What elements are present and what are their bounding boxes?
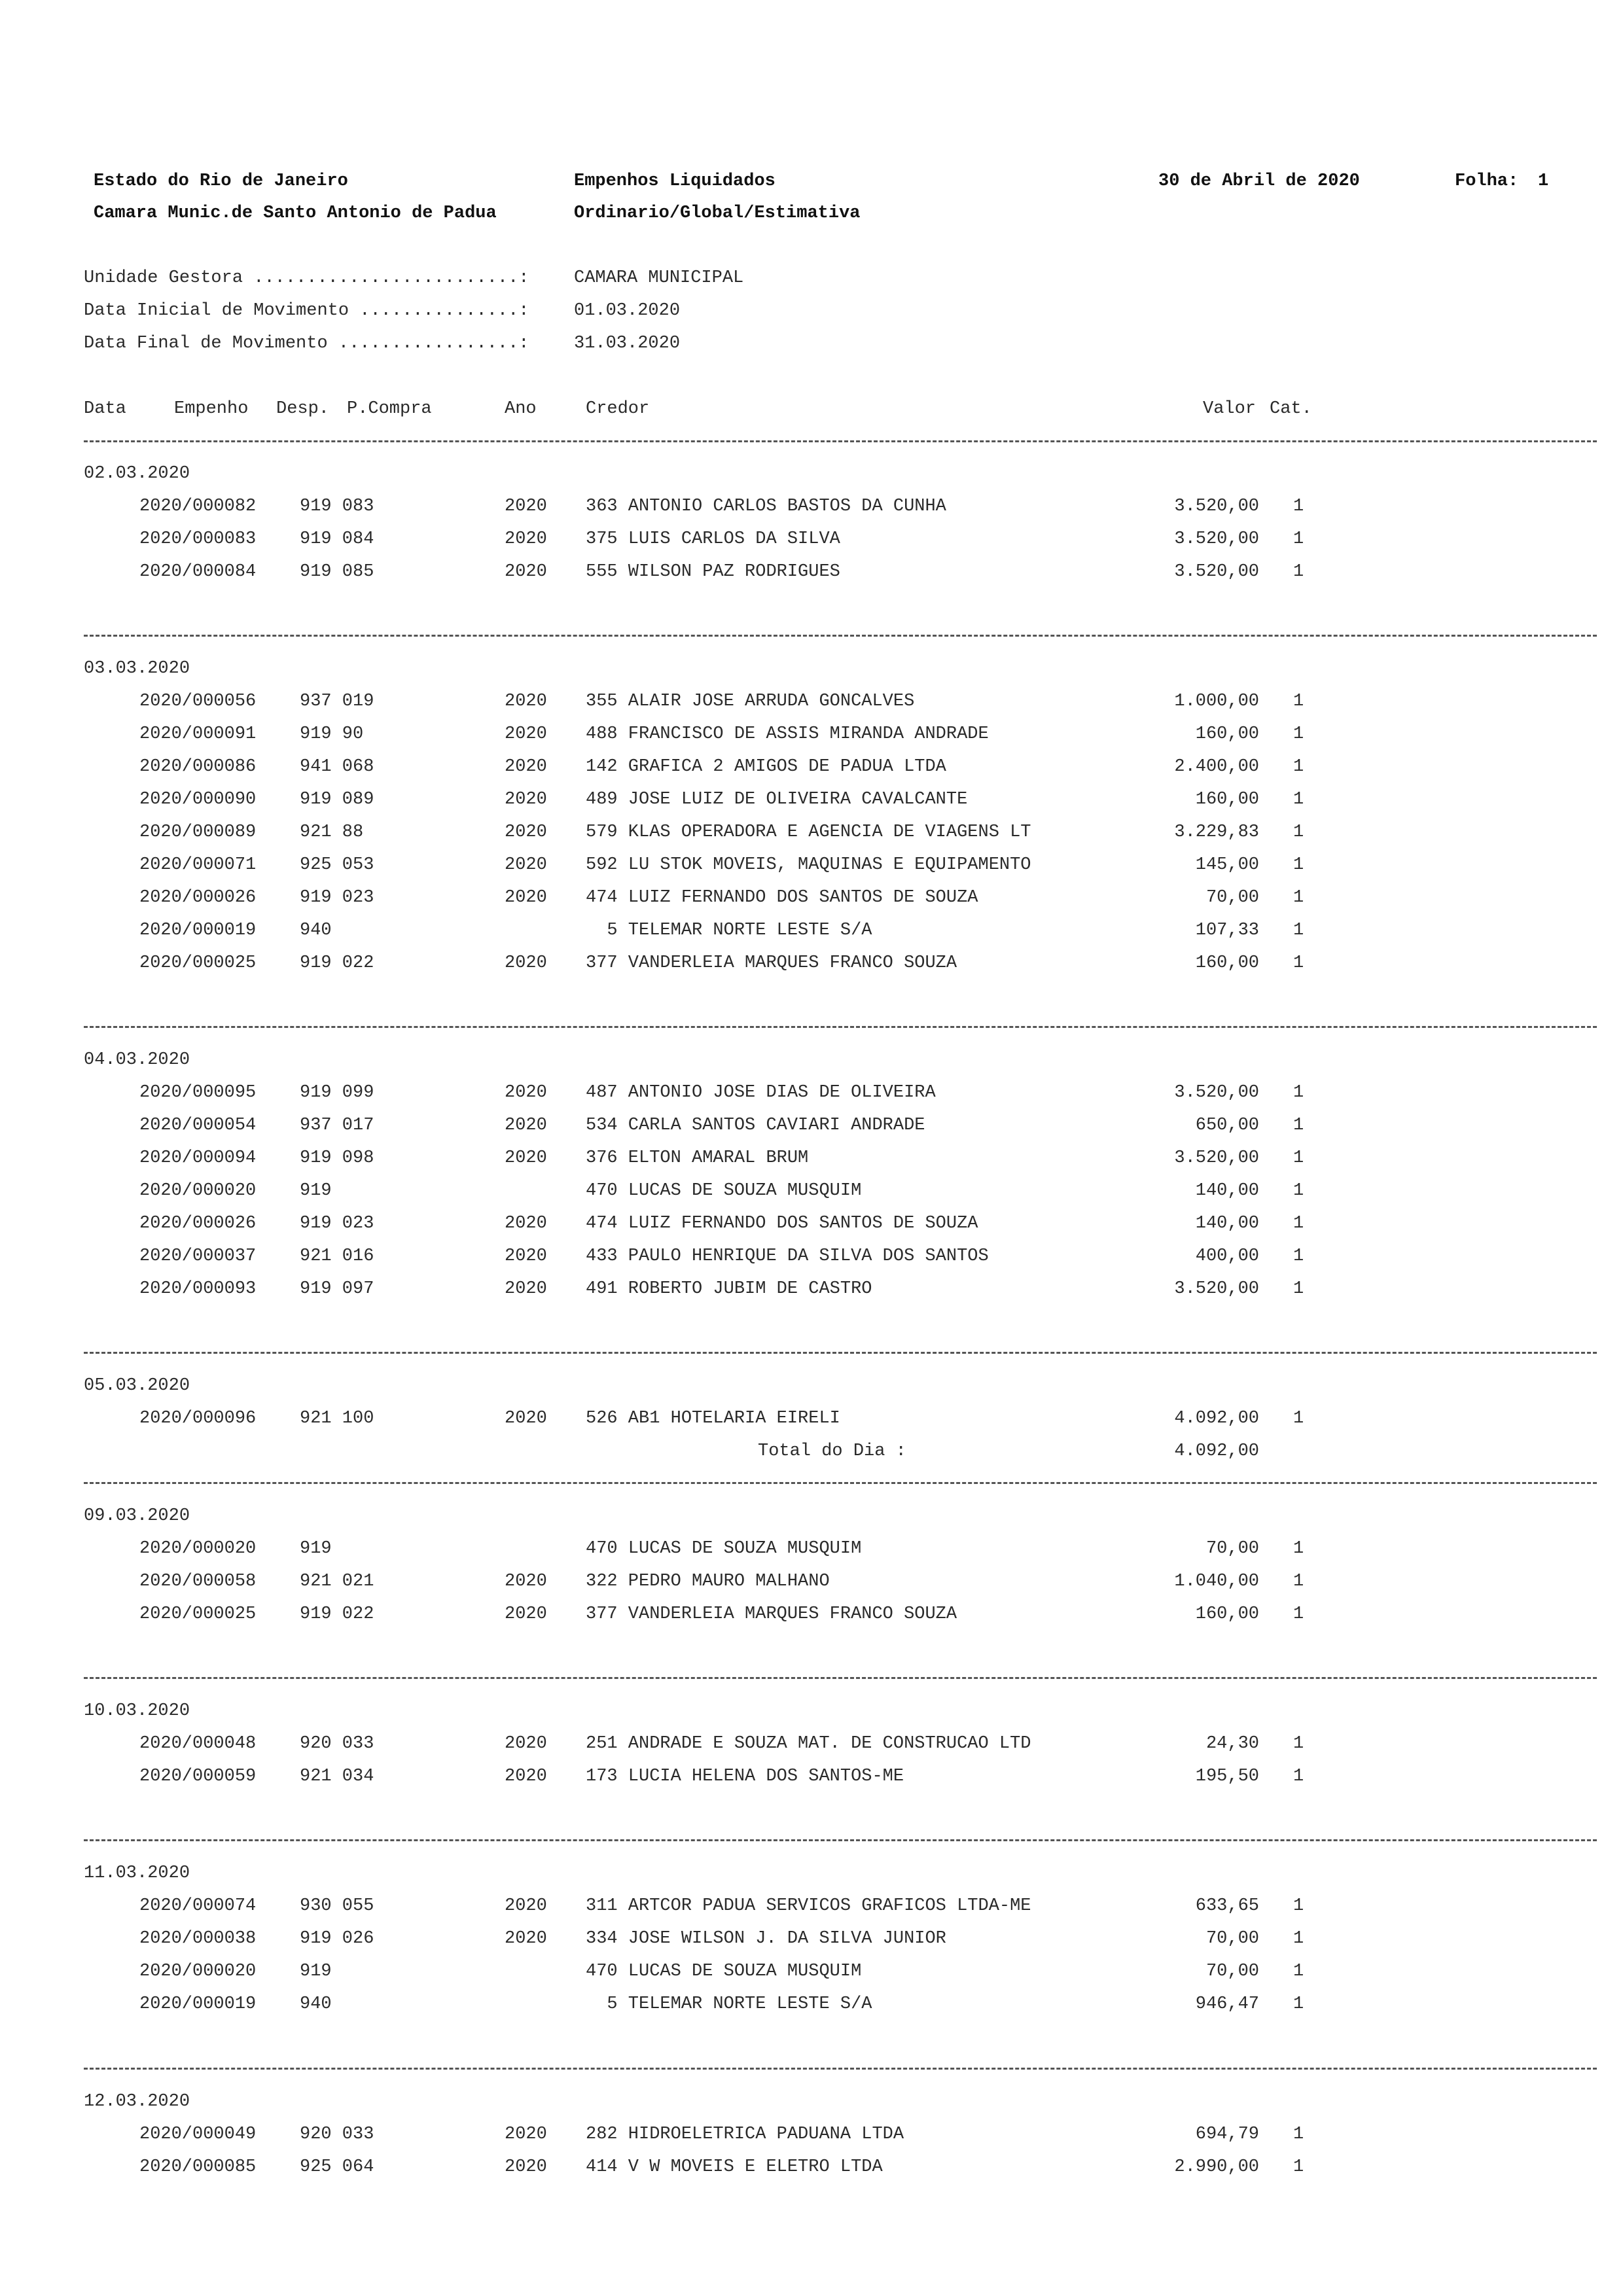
info-label-unidade: Unidade Gestora .........................: bbox=[84, 268, 529, 288]
row-desp: 920 033 bbox=[300, 1734, 374, 1754]
group-date: 10.03.2020 bbox=[84, 1701, 190, 1721]
row-credor: 487 ANTONIO JOSE DIAS DE OLIVEIRA bbox=[586, 1083, 936, 1103]
report-date: 30 de Abril de 2020 bbox=[1158, 171, 1360, 191]
header-institution: Camara Munic.de Santo Antonio de Padua bbox=[94, 203, 497, 223]
group-date: 02.03.2020 bbox=[84, 464, 190, 484]
row-credor: 470 LUCAS DE SOUZA MUSQUIM bbox=[586, 1962, 862, 1981]
row-cat: 1 bbox=[1293, 757, 1304, 777]
col-header-credor: Credor bbox=[586, 399, 650, 419]
row-desp: 921 100 bbox=[300, 1409, 374, 1428]
row-credor: 355 ALAIR JOSE ARRUDA GONCALVES bbox=[586, 692, 915, 711]
row-ano: 2020 bbox=[505, 953, 547, 973]
row-credor: 375 LUIS CARLOS DA SILVA bbox=[586, 529, 840, 549]
row-desp: 919 023 bbox=[300, 888, 374, 908]
row-cat: 1 bbox=[1293, 497, 1304, 516]
col-header-pcompra: P.Compra bbox=[347, 399, 432, 419]
row-valor: 70,00 bbox=[1205, 1539, 1259, 1559]
row-cat: 1 bbox=[1293, 1734, 1304, 1754]
row-desp: 941 068 bbox=[300, 757, 374, 777]
row-credor: 491 ROBERTO JUBIM DE CASTRO bbox=[586, 1279, 872, 1299]
row-credor: 534 CARLA SANTOS CAVIARI ANDRADE bbox=[586, 1116, 925, 1135]
folha-label: Folha: bbox=[1455, 171, 1519, 191]
group-date: 05.03.2020 bbox=[84, 1376, 190, 1396]
row-ano: 2020 bbox=[505, 2125, 547, 2144]
total-day-label: Total do Dia : bbox=[758, 1441, 906, 1461]
info-value-data-final: 31.03.2020 bbox=[574, 334, 681, 353]
row-desp: 919 90 bbox=[300, 724, 364, 744]
row-valor: 140,00 bbox=[1195, 1214, 1259, 1233]
row-ano: 2020 bbox=[505, 692, 547, 711]
report-title: Empenhos Liquidados bbox=[574, 171, 776, 191]
row-cat: 1 bbox=[1293, 724, 1304, 744]
row-cat: 1 bbox=[1293, 1246, 1304, 1266]
row-empenho: 2020/000025 bbox=[139, 1604, 257, 1624]
row-ano: 2020 bbox=[505, 1214, 547, 1233]
row-valor: 3.229,83 bbox=[1174, 822, 1259, 842]
row-empenho: 2020/000089 bbox=[139, 822, 257, 842]
info-value-unidade: CAMARA MUNICIPAL bbox=[574, 268, 744, 288]
col-header-empenho: Empenho bbox=[174, 399, 249, 419]
row-empenho: 2020/000095 bbox=[139, 1083, 257, 1103]
row-credor: 592 LU STOK MOVEIS, MAQUINAS E EQUIPAMENTO bbox=[586, 855, 1031, 875]
row-desp: 925 053 bbox=[300, 855, 374, 875]
row-ano: 2020 bbox=[505, 1279, 547, 1299]
total-day-value: 4.092,00 bbox=[1174, 1441, 1259, 1461]
separator-line bbox=[84, 1482, 1597, 1484]
separator-line bbox=[84, 440, 1597, 442]
row-valor: 145,00 bbox=[1195, 855, 1259, 875]
row-ano: 2020 bbox=[505, 888, 547, 908]
row-empenho: 2020/000083 bbox=[139, 529, 257, 549]
separator-line bbox=[84, 1352, 1597, 1354]
row-desp: 919 bbox=[300, 1181, 332, 1201]
row-cat: 1 bbox=[1293, 1572, 1304, 1591]
row-ano: 2020 bbox=[505, 822, 547, 842]
row-cat: 1 bbox=[1293, 790, 1304, 809]
group-date: 09.03.2020 bbox=[84, 1506, 190, 1526]
row-credor: 579 KLAS OPERADORA E AGENCIA DE VIAGENS LT bbox=[586, 822, 1031, 842]
row-empenho: 2020/000025 bbox=[139, 953, 257, 973]
row-credor: 334 JOSE WILSON J. DA SILVA JUNIOR bbox=[586, 1929, 946, 1949]
row-credor: 433 PAULO HENRIQUE DA SILVA DOS SANTOS bbox=[586, 1246, 989, 1266]
row-cat: 1 bbox=[1293, 1181, 1304, 1201]
row-cat: 1 bbox=[1293, 1604, 1304, 1624]
row-desp: 919 bbox=[300, 1539, 332, 1559]
info-value-data-inicial: 01.03.2020 bbox=[574, 301, 681, 321]
row-desp: 919 089 bbox=[300, 790, 374, 809]
row-empenho: 2020/000093 bbox=[139, 1279, 257, 1299]
row-empenho: 2020/000054 bbox=[139, 1116, 257, 1135]
row-empenho: 2020/000085 bbox=[139, 2157, 257, 2177]
row-credor: 526 AB1 HOTELARIA EIRELI bbox=[586, 1409, 840, 1428]
row-valor: 3.520,00 bbox=[1174, 1083, 1259, 1103]
row-valor: 946,47 bbox=[1195, 1994, 1259, 2014]
row-ano: 2020 bbox=[505, 1604, 547, 1624]
row-empenho: 2020/000082 bbox=[139, 497, 257, 516]
col-header-data: Data bbox=[84, 399, 126, 419]
col-header-cat: Cat. bbox=[1270, 399, 1312, 419]
row-desp: 919 023 bbox=[300, 1214, 374, 1233]
row-credor: 470 LUCAS DE SOUZA MUSQUIM bbox=[586, 1539, 862, 1559]
row-empenho: 2020/000091 bbox=[139, 724, 257, 744]
row-credor: 474 LUIZ FERNANDO DOS SANTOS DE SOUZA bbox=[586, 888, 978, 908]
separator-line bbox=[84, 2068, 1597, 2070]
row-valor: 2.400,00 bbox=[1174, 757, 1259, 777]
row-ano: 2020 bbox=[505, 1116, 547, 1135]
row-empenho: 2020/000090 bbox=[139, 790, 257, 809]
row-empenho: 2020/000059 bbox=[139, 1767, 257, 1786]
row-credor: 311 ARTCOR PADUA SERVICOS GRAFICOS LTDA-ME bbox=[586, 1896, 1031, 1916]
row-valor: 4.092,00 bbox=[1174, 1409, 1259, 1428]
row-desp: 919 bbox=[300, 1962, 332, 1981]
row-desp: 919 098 bbox=[300, 1148, 374, 1168]
row-credor: 173 LUCIA HELENA DOS SANTOS-ME bbox=[586, 1767, 904, 1786]
row-empenho: 2020/000096 bbox=[139, 1409, 257, 1428]
row-valor: 195,50 bbox=[1195, 1767, 1259, 1786]
row-cat: 1 bbox=[1293, 2157, 1304, 2177]
row-desp: 919 099 bbox=[300, 1083, 374, 1103]
row-ano: 2020 bbox=[505, 790, 547, 809]
row-cat: 1 bbox=[1293, 1148, 1304, 1168]
header-state: Estado do Rio de Janeiro bbox=[94, 171, 348, 191]
row-valor: 160,00 bbox=[1195, 953, 1259, 973]
row-valor: 1.040,00 bbox=[1174, 1572, 1259, 1591]
row-empenho: 2020/000086 bbox=[139, 757, 257, 777]
row-desp: 919 097 bbox=[300, 1279, 374, 1299]
row-empenho: 2020/000019 bbox=[139, 1994, 257, 2014]
row-credor: 282 HIDROELETRICA PADUANA LTDA bbox=[586, 2125, 904, 2144]
col-header-ano: Ano bbox=[505, 399, 537, 419]
row-credor: 363 ANTONIO CARLOS BASTOS DA CUNHA bbox=[586, 497, 946, 516]
row-valor: 1.000,00 bbox=[1174, 692, 1259, 711]
row-empenho: 2020/000026 bbox=[139, 888, 257, 908]
separator-line bbox=[84, 1677, 1597, 1679]
row-empenho: 2020/000094 bbox=[139, 1148, 257, 1168]
separator-line bbox=[84, 635, 1597, 637]
row-empenho: 2020/000037 bbox=[139, 1246, 257, 1266]
row-cat: 1 bbox=[1293, 529, 1304, 549]
row-ano: 2020 bbox=[505, 497, 547, 516]
row-desp: 937 019 bbox=[300, 692, 374, 711]
row-empenho: 2020/000020 bbox=[139, 1181, 257, 1201]
info-label-data-final: Data Final de Movimento .................: bbox=[84, 334, 529, 353]
row-valor: 160,00 bbox=[1195, 724, 1259, 744]
row-ano: 2020 bbox=[505, 1572, 547, 1591]
row-desp: 919 022 bbox=[300, 953, 374, 973]
report-subtitle: Ordinario/Global/Estimativa bbox=[574, 203, 861, 223]
row-credor: 5 TELEMAR NORTE LESTE S/A bbox=[586, 921, 872, 940]
row-cat: 1 bbox=[1293, 1896, 1304, 1916]
row-cat: 1 bbox=[1293, 1767, 1304, 1786]
folha-value: 1 bbox=[1538, 171, 1549, 191]
col-header-desp: Desp. bbox=[276, 399, 330, 419]
row-empenho: 2020/000026 bbox=[139, 1214, 257, 1233]
row-cat: 1 bbox=[1293, 692, 1304, 711]
row-credor: 488 FRANCISCO DE ASSIS MIRANDA ANDRADE bbox=[586, 724, 989, 744]
row-ano: 2020 bbox=[505, 1246, 547, 1266]
row-valor: 140,00 bbox=[1195, 1181, 1259, 1201]
row-cat: 1 bbox=[1293, 1409, 1304, 1428]
row-cat: 1 bbox=[1293, 2125, 1304, 2144]
row-desp: 921 021 bbox=[300, 1572, 374, 1591]
row-desp: 919 083 bbox=[300, 497, 374, 516]
row-valor: 400,00 bbox=[1195, 1246, 1259, 1266]
row-desp: 937 017 bbox=[300, 1116, 374, 1135]
row-valor: 3.520,00 bbox=[1174, 529, 1259, 549]
row-ano: 2020 bbox=[505, 1929, 547, 1949]
row-empenho: 2020/000048 bbox=[139, 1734, 257, 1754]
row-credor: 414 V W MOVEIS E ELETRO LTDA bbox=[586, 2157, 883, 2177]
row-valor: 650,00 bbox=[1195, 1116, 1259, 1135]
row-cat: 1 bbox=[1293, 921, 1304, 940]
row-cat: 1 bbox=[1293, 1994, 1304, 2014]
row-credor: 322 PEDRO MAURO MALHANO bbox=[586, 1572, 830, 1591]
group-date: 04.03.2020 bbox=[84, 1050, 190, 1070]
row-empenho: 2020/000056 bbox=[139, 692, 257, 711]
row-desp: 921 88 bbox=[300, 822, 364, 842]
row-empenho: 2020/000019 bbox=[139, 921, 257, 940]
row-valor: 3.520,00 bbox=[1174, 562, 1259, 582]
group-date: 03.03.2020 bbox=[84, 659, 190, 679]
row-cat: 1 bbox=[1293, 1279, 1304, 1299]
row-ano: 2020 bbox=[505, 855, 547, 875]
row-desp: 921 016 bbox=[300, 1246, 374, 1266]
separator-line bbox=[84, 1026, 1597, 1028]
col-header-valor: Valor bbox=[1203, 399, 1257, 419]
row-desp: 919 026 bbox=[300, 1929, 374, 1949]
row-cat: 1 bbox=[1293, 1214, 1304, 1233]
row-desp: 919 084 bbox=[300, 529, 374, 549]
row-desp: 930 055 bbox=[300, 1896, 374, 1916]
row-valor: 107,33 bbox=[1195, 921, 1259, 940]
row-credor: 251 ANDRADE E SOUZA MAT. DE CONSTRUCAO LTD bbox=[586, 1734, 1031, 1754]
row-valor: 70,00 bbox=[1205, 1929, 1259, 1949]
row-valor: 70,00 bbox=[1205, 888, 1259, 908]
row-desp: 919 022 bbox=[300, 1604, 374, 1624]
row-empenho: 2020/000058 bbox=[139, 1572, 257, 1591]
row-valor: 24,30 bbox=[1205, 1734, 1259, 1754]
row-valor: 160,00 bbox=[1195, 790, 1259, 809]
row-desp: 920 033 bbox=[300, 2125, 374, 2144]
row-desp: 940 bbox=[300, 1994, 332, 2014]
row-valor: 633,65 bbox=[1195, 1896, 1259, 1916]
row-ano: 2020 bbox=[505, 1409, 547, 1428]
row-cat: 1 bbox=[1293, 562, 1304, 582]
separator-line bbox=[84, 1839, 1597, 1841]
row-desp: 925 064 bbox=[300, 2157, 374, 2177]
row-cat: 1 bbox=[1293, 1962, 1304, 1981]
row-credor: 376 ELTON AMARAL BRUM bbox=[586, 1148, 809, 1168]
row-credor: 470 LUCAS DE SOUZA MUSQUIM bbox=[586, 1181, 862, 1201]
row-valor: 3.520,00 bbox=[1174, 497, 1259, 516]
row-ano: 2020 bbox=[505, 1734, 547, 1754]
row-empenho: 2020/000049 bbox=[139, 2125, 257, 2144]
row-ano: 2020 bbox=[505, 2157, 547, 2177]
row-empenho: 2020/000074 bbox=[139, 1896, 257, 1916]
row-credor: 377 VANDERLEIA MARQUES FRANCO SOUZA bbox=[586, 953, 957, 973]
row-ano: 2020 bbox=[505, 562, 547, 582]
row-valor: 3.520,00 bbox=[1174, 1279, 1259, 1299]
row-empenho: 2020/000020 bbox=[139, 1539, 257, 1559]
row-cat: 1 bbox=[1293, 1929, 1304, 1949]
row-valor: 70,00 bbox=[1205, 1962, 1259, 1981]
group-date: 12.03.2020 bbox=[84, 2092, 190, 2111]
row-credor: 555 WILSON PAZ RODRIGUES bbox=[586, 562, 840, 582]
row-empenho: 2020/000071 bbox=[139, 855, 257, 875]
row-empenho: 2020/000020 bbox=[139, 1962, 257, 1981]
row-ano: 2020 bbox=[505, 529, 547, 549]
row-cat: 1 bbox=[1293, 1539, 1304, 1559]
row-ano: 2020 bbox=[505, 1767, 547, 1786]
row-ano: 2020 bbox=[505, 1083, 547, 1103]
row-desp: 919 085 bbox=[300, 562, 374, 582]
row-credor: 5 TELEMAR NORTE LESTE S/A bbox=[586, 1994, 872, 2014]
row-valor: 2.990,00 bbox=[1174, 2157, 1259, 2177]
group-date: 11.03.2020 bbox=[84, 1863, 190, 1883]
row-credor: 474 LUIZ FERNANDO DOS SANTOS DE SOUZA bbox=[586, 1214, 978, 1233]
row-valor: 694,79 bbox=[1195, 2125, 1259, 2144]
row-credor: 489 JOSE LUIZ DE OLIVEIRA CAVALCANTE bbox=[586, 790, 968, 809]
row-ano: 2020 bbox=[505, 1148, 547, 1168]
row-credor: 142 GRAFICA 2 AMIGOS DE PADUA LTDA bbox=[586, 757, 946, 777]
row-cat: 1 bbox=[1293, 1116, 1304, 1135]
info-label-data-inicial: Data Inicial de Movimento ...............: bbox=[84, 301, 529, 321]
row-empenho: 2020/000084 bbox=[139, 562, 257, 582]
row-cat: 1 bbox=[1293, 855, 1304, 875]
row-cat: 1 bbox=[1293, 822, 1304, 842]
row-cat: 1 bbox=[1293, 953, 1304, 973]
row-credor: 377 VANDERLEIA MARQUES FRANCO SOUZA bbox=[586, 1604, 957, 1624]
row-ano: 2020 bbox=[505, 757, 547, 777]
row-desp: 940 bbox=[300, 921, 332, 940]
row-empenho: 2020/000038 bbox=[139, 1929, 257, 1949]
row-valor: 160,00 bbox=[1195, 1604, 1259, 1624]
row-valor: 3.520,00 bbox=[1174, 1148, 1259, 1168]
row-cat: 1 bbox=[1293, 1083, 1304, 1103]
row-desp: 921 034 bbox=[300, 1767, 374, 1786]
row-cat: 1 bbox=[1293, 888, 1304, 908]
row-ano: 2020 bbox=[505, 724, 547, 744]
row-ano: 2020 bbox=[505, 1896, 547, 1916]
